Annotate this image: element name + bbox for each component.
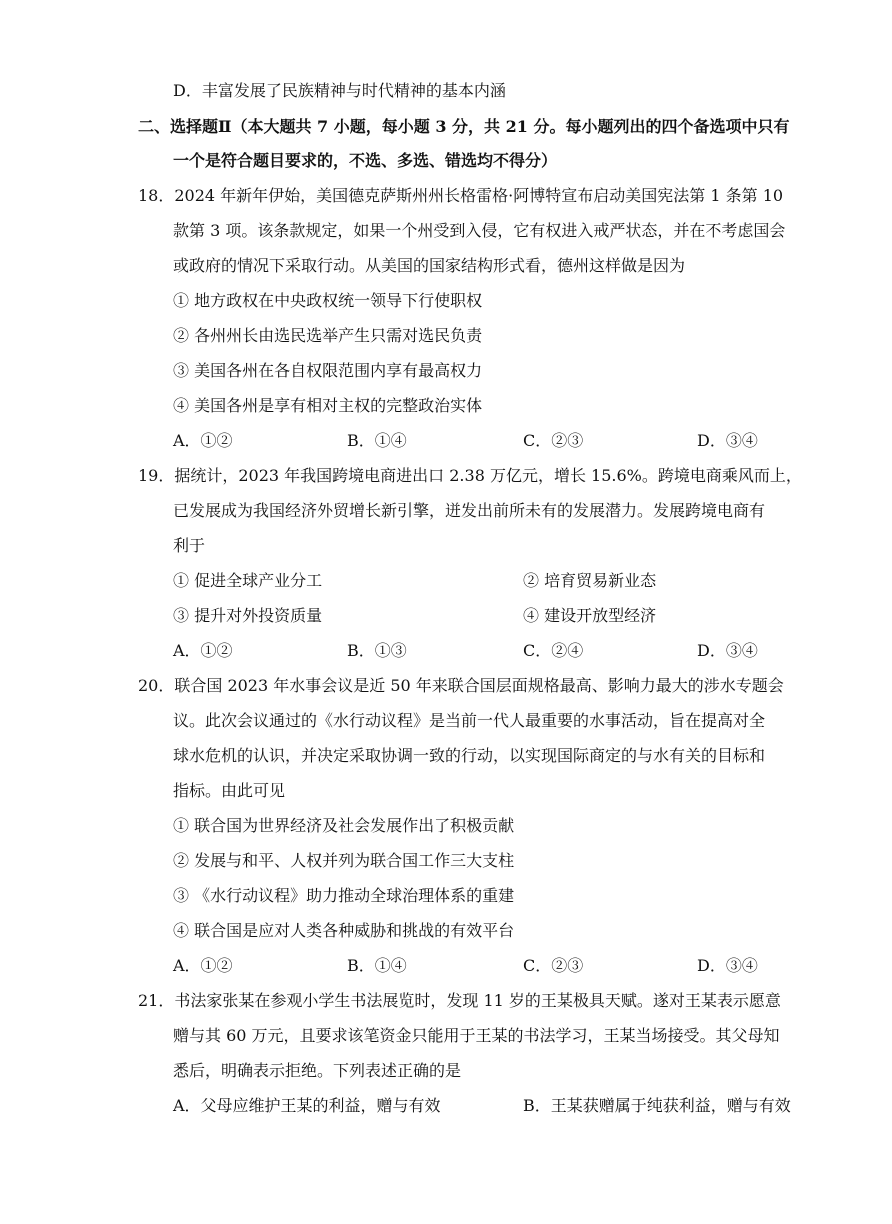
q19-stem-line: 利于	[173, 536, 206, 555]
q21-choice-b: B．王某获赠属于纯获利益，赠与有效	[523, 1096, 791, 1115]
q19-choice-b: B．①③	[347, 641, 407, 660]
q21-stem-line: 悉后，明确表示拒绝。下列表述正确的是	[173, 1061, 462, 1080]
q18-choice-b: B．①④	[347, 431, 407, 450]
q18-item: ② 各州州长由选民选举产生只需对选民负责	[173, 326, 483, 345]
q20-item: ① 联合国为世界经济及社会发展作出了积极贡献	[173, 816, 515, 835]
q20-choice-d: D．③④	[697, 956, 758, 975]
q19-choice-a: A．①②	[173, 641, 233, 660]
q20-item: ④ 联合国是应对人类各种威胁和挑战的有效平台	[173, 921, 515, 940]
q18-item: ① 地方政权在中央政权统一领导下行使职权	[173, 291, 483, 310]
q18-stem-line: 或政府的情况下采取行动。从美国的国家结构形式看，德州这样做是因为	[173, 256, 686, 275]
section2-heading-line2: 一个是符合题目要求的，不选、多选、错选均不得分）	[173, 151, 558, 170]
q19-choice-d: D．③④	[697, 641, 758, 660]
q20-stem-line: 球水危机的认识，并决定采取协调一致的行动，以实现国际商定的与水有关的目标和	[173, 746, 766, 765]
q20-stem-line: 20．联合国 2023 年水事会议是近 50 年来联合国层面规格最高、影响力最大的涉水专题会	[138, 676, 784, 695]
q18-choice-d: D．③④	[697, 431, 758, 450]
q19-choice-c: C．②④	[523, 641, 584, 660]
q21-choice-a: A．父母应维护王某的利益，赠与有效	[173, 1096, 441, 1115]
section2-heading-line1: 二、选择题Ⅱ（本大题共 7 小题，每小题 3 分，共 21 分。每小题列出的四个备选项中只有	[138, 117, 790, 136]
q20-stem-line: 指标。由此可见	[173, 781, 286, 800]
q21-stem-line: 赠与其 60 万元，且要求该笔资金只能用于王某的书法学习，王某当场接受。其父母知	[173, 1026, 780, 1045]
q18-stem-line: 款第 3 项。该条款规定，如果一个州受到入侵，它有权进入戒严状态，并在不考虑国会	[173, 221, 786, 240]
q19-item: ④ 建设开放型经济	[523, 606, 657, 625]
q20-item: ② 发展与和平、人权并列为联合国工作三大支柱	[173, 851, 515, 870]
q18-stem-line: 18．2024 年新年伊始，美国德克萨斯州州长格雷格·阿博特宣布启动美国宪法第 1 条第 10	[138, 186, 784, 205]
q19-stem-line: 19．据统计，2023 年我国跨境电商进出口 2.38 万亿元，增长 15.6%。跨境电商乘风而上，	[138, 466, 802, 485]
q18-item: ③ 美国各州在各自权限范围内享有最高权力	[173, 361, 483, 380]
q20-choice-b: B．①④	[347, 956, 407, 975]
q19-item: ③ 提升对外投资质量	[173, 606, 323, 625]
q20-item: ③ 《水行动议程》助力推动全球治理体系的重建	[173, 886, 515, 905]
q21-stem-line: 21．书法家张某在参观小学生书法展览时，发现 11 岁的王某极具天赋。遂对王某表示愿意	[138, 991, 781, 1010]
q17-option-d: D．丰富发展了民族精神与时代精神的基本内涵	[173, 81, 506, 100]
q20-stem-line: 议。此次会议通过的《水行动议程》是当前一代人最重要的水事活动，旨在提高对全	[173, 711, 766, 730]
q19-stem-line: 已发展成为我国经济外贸增长新引擎，迸发出前所未有的发展潜力。发展跨境电商有	[173, 501, 766, 520]
q18-choice-a: A．①②	[173, 431, 233, 450]
q18-choice-c: C．②③	[523, 431, 584, 450]
q20-choice-c: C．②③	[523, 956, 584, 975]
q20-choice-a: A．①②	[173, 956, 233, 975]
q19-item: ① 促进全球产业分工	[173, 571, 323, 590]
q19-item: ② 培育贸易新业态	[523, 571, 657, 590]
q18-item: ④ 美国各州是享有相对主权的完整政治实体	[173, 396, 483, 415]
